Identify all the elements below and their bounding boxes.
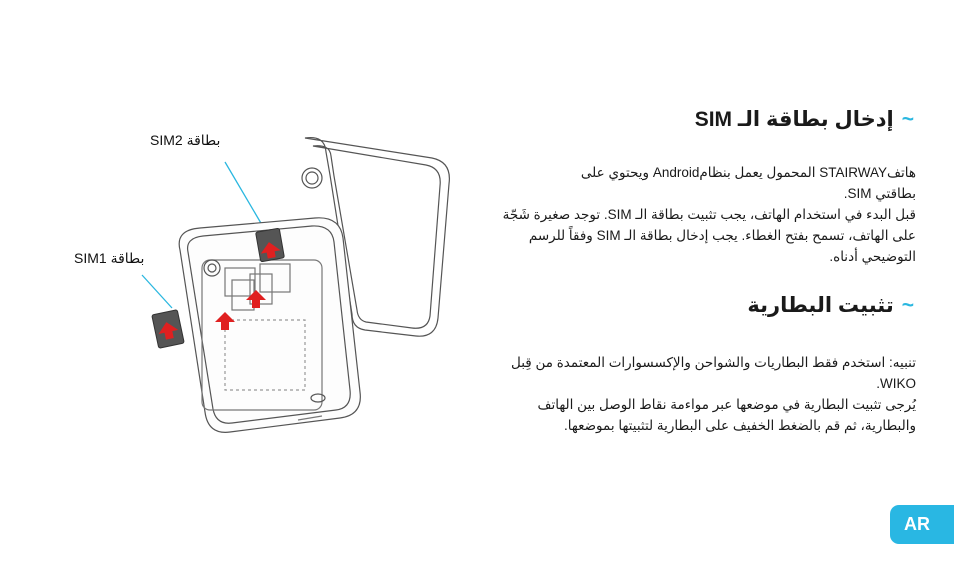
heading-tilde: ~ (901, 294, 914, 317)
heading-insert-sim (695, 107, 914, 132)
language-badge (890, 505, 954, 544)
sim1-callout-label: بطاقة SIM1 (74, 250, 145, 266)
language-badge-text: AR (904, 514, 930, 534)
phone-sim-illustration (60, 130, 460, 450)
text-line: بطاقتي SIM. (843, 186, 916, 201)
paragraph-insert-sim (496, 162, 916, 267)
heading-text: تثبيت البطارية (747, 294, 894, 317)
sim2-leader-line (225, 162, 265, 230)
heading-install-battery (747, 293, 914, 318)
text-line: على الهاتف، تسمح بفتح الغطاء. يجب إدخال بطاقة الـ SIM وفقاً للرسم (528, 228, 916, 243)
heading-text: إدخال بطاقة الـ SIM (694, 108, 894, 131)
text-line: يُرجى تثبيت البطارية في موضعها عبر مواءمة نقاط الوصل بين الهاتف (537, 397, 916, 412)
heading-tilde: ~ (901, 108, 914, 131)
text-line: قبل البدء في استخدام الهاتف، يجب تثبيت بطاقة الـ SIM. توجد صغيرة شَجّة (502, 207, 916, 222)
text-line: والبطارية، ثم قم بالضغط الخفيف على البطارية لتثبيتها بموضعها. (563, 418, 916, 433)
sim1-leader-line (142, 275, 172, 308)
text-line: هاتفSTAIRWAY المحمول يعمل بنظامAndroid ويحتوي على (580, 165, 916, 180)
text-line: التوضيحي أدناه. (829, 249, 916, 264)
paragraph-install-battery (486, 352, 916, 436)
text-line: تنبيه: استخدم فقط البطاريات والشواحن والإكسسوارات المعتمدة من قِبل WIKO. (510, 355, 916, 391)
sim2-callout-label: بطاقة SIM2 (150, 132, 221, 148)
